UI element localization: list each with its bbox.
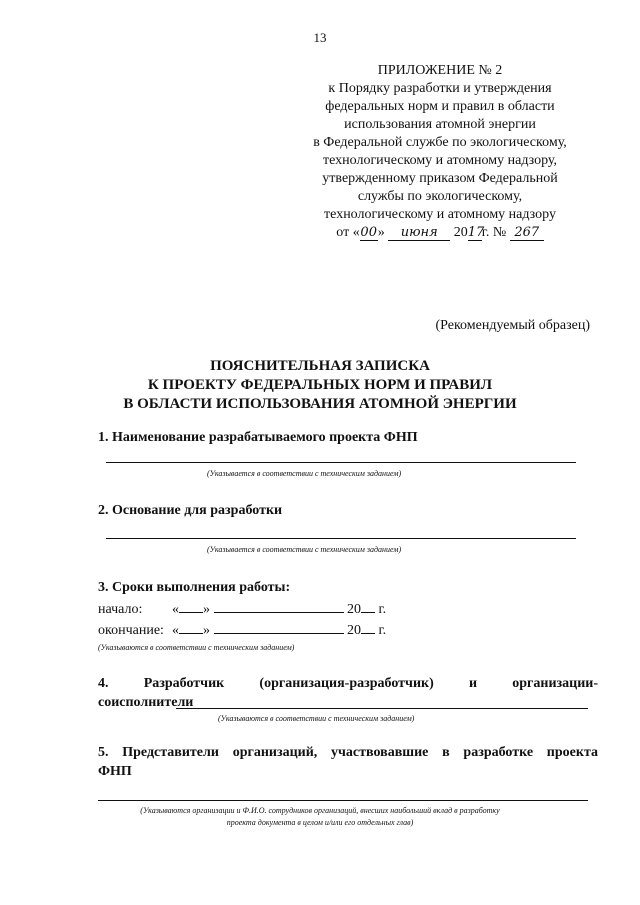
date-number-prefix: г. № (481, 225, 507, 240)
section4-number: 4. (98, 676, 109, 691)
handwritten-order-number: 267 (510, 226, 544, 241)
appendix-line: технологическому и атомному надзору, (323, 153, 557, 168)
year-suffix: г. (378, 602, 387, 617)
section4-developer-org: (организация-разработчик) (259, 676, 434, 691)
start-label: начало: (98, 602, 143, 617)
end-month-field[interactable] (214, 621, 344, 634)
section3-note: (Указываются в соответствии с техническим заданием) (98, 643, 295, 652)
year-prefix: 20 (347, 623, 361, 638)
section4-organizations: организации- (512, 676, 598, 691)
section1-fill-line (106, 462, 576, 463)
start-month-field[interactable] (214, 600, 344, 613)
year-prefix: 20 (347, 602, 361, 617)
title-line: В ОБЛАСТИ ИСПОЛЬЗОВАНИЯ АТОМНОЙ ЭНЕРГИИ (123, 396, 517, 412)
section1-heading: 1. Наименование разрабатываемого проекта ФНП (98, 430, 418, 445)
section3-heading: 3. Сроки выполнения работы: (98, 580, 291, 595)
start-day-field[interactable] (179, 600, 203, 613)
appendix-line: технологическому и атомному надзору (324, 207, 556, 222)
appendix-line: федеральных норм и правил в области (325, 99, 555, 114)
appendix-block (290, 62, 590, 242)
appendix-line: использования атомной энергии (344, 117, 536, 132)
page-number: 13 (313, 30, 327, 45)
recommended-sample-label: (Рекомендуемый образец) (435, 318, 590, 333)
end-label: окончание: (98, 623, 164, 638)
quote-open: « (172, 623, 179, 638)
end-day-field[interactable] (179, 621, 203, 634)
section5-note-line1: (Указываются организации и Ф.И.О. сотрудников организаций, внесших наибольший вклад в разработку (140, 806, 500, 815)
section4-line1 (98, 676, 598, 692)
handwritten-month: июня (388, 226, 450, 241)
section5-line1: 5. Представители организаций, участвовавшие в разработке проекта (98, 745, 598, 760)
date-quote-close: » (377, 225, 385, 240)
section4-note: (Указываются в соответствии с техническим заданием) (218, 714, 415, 723)
section4-developer: Разработчик (143, 676, 225, 691)
section5-fill-line (98, 800, 588, 801)
section1-note: (Указывается в соответствии с техническим заданием) (207, 469, 402, 478)
quote-close: » (203, 623, 210, 638)
document-title (0, 357, 640, 414)
appendix-line: утвержденному приказом Федеральной (322, 171, 558, 186)
section2-heading: 2. Основание для разработки (98, 503, 283, 518)
date-prefix: от « (336, 225, 360, 240)
title-line: К ПРОЕКТУ ФЕДЕРАЛЬНЫХ НОРМ И ПРАВИЛ (147, 377, 493, 393)
appendix-line: к Порядку разработки и утверждения (328, 81, 552, 96)
section2-fill-line (106, 538, 576, 539)
section2-note: (Указывается в соответствии с техническим заданием) (207, 545, 402, 554)
end-year-field[interactable] (361, 621, 375, 634)
date-year-prefix: 20 (453, 225, 468, 240)
section4-and: и (468, 676, 478, 691)
title-line: ПОЯСНИТЕЛЬНАЯ ЗАПИСКА (210, 358, 430, 374)
section5-line2: ФНП (98, 764, 132, 779)
handwritten-year: 17 (467, 225, 485, 240)
appendix-line: службы по экологическому, (357, 189, 523, 204)
appendix-line: ПРИЛОЖЕНИЕ № 2 (377, 63, 503, 78)
appendix-line: в Федеральной службе по экологическому, (313, 135, 567, 150)
section5-note-line2: проекта документа в целом и/или его отдельных глав) (226, 818, 414, 827)
start-date-row (98, 600, 386, 618)
year-suffix: г. (378, 623, 387, 638)
quote-open: « (172, 602, 179, 617)
quote-close: » (203, 602, 210, 617)
section4-fill-line (176, 708, 588, 709)
handwritten-day: 00 (360, 225, 377, 240)
section4-coexecutors: соисполнители (98, 695, 194, 710)
order-date-line (290, 224, 590, 242)
start-year-field[interactable] (361, 600, 375, 613)
end-date-row (98, 621, 386, 639)
